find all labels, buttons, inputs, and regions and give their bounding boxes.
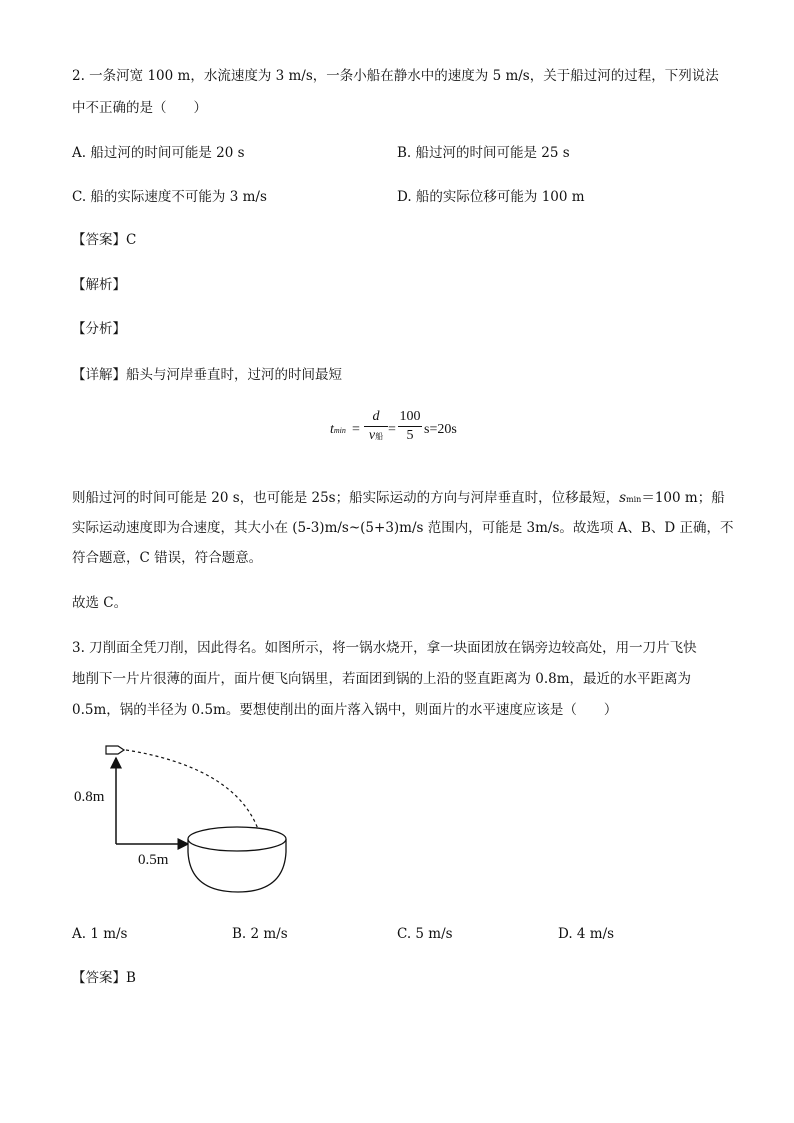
formula-eq2: =: [388, 422, 396, 437]
formula-lhs: tmin: [330, 422, 346, 437]
detail-tag: 【详解】: [72, 367, 126, 383]
answer-value: C: [126, 232, 137, 248]
formula-eq1: =: [352, 422, 360, 437]
explain-line1: 则船过河的时间可能是 20 s，也可能是 25s；船实际运动的方向与河岸垂直时，位移最短，smin＝100 m；船: [72, 490, 725, 506]
q3-answer-line: [72, 968, 136, 988]
answer-tag: 【答案】: [72, 232, 126, 248]
q3-option-c: C. 5 m/s: [397, 926, 453, 942]
q3-option-b: B. 2 m/s: [232, 926, 288, 942]
trajectory-curve: [126, 750, 260, 835]
vertical-distance-label: 0.8m: [74, 789, 105, 805]
q3-option-d: D. 4 m/s: [558, 926, 615, 942]
q3-stem-line1: 3. 刀削面全凭刀削，因此得名。如图所示，将一锅水烧开，拿一块面团放在锅旁边较高处，用一刀片飞快: [72, 640, 697, 656]
pot-figure: [70, 740, 310, 900]
conclusion: 故选 C。: [72, 595, 128, 611]
fenxi-tag: 【分析】: [72, 321, 126, 337]
horizontal-distance-label: 0.5m: [138, 852, 169, 868]
q2-option-b: B. 船过河的时间可能是 25 s: [397, 145, 570, 161]
formula-frac1: d v船: [364, 408, 388, 446]
explain-line2: 实际运动速度即为合速度，其大小在 (5-3)m/s~(5+3)m/s 范围内，可能是 3m/s。故选项 A、B、D 正确，不: [72, 520, 734, 536]
pot-rim: [188, 827, 286, 851]
analysis-tag: 【解析】: [72, 277, 126, 293]
formula-frac2: 100 5: [399, 409, 421, 443]
q2-option-c: C. 船的实际速度不可能为 3 m/s: [72, 189, 267, 205]
q3-stem-line2: 地削下一片片很薄的面片，面片便飞向锅里，若面团到锅的上沿的竖直距离为 0.8m，最近的水平距离为: [72, 671, 692, 687]
explain-line3: 符合题意，C 错误，符合题意。: [72, 550, 263, 566]
q2-answer-line: [72, 230, 136, 250]
dough-blade: [106, 746, 124, 754]
q2-option-d: D. 船的实际位移可能为 100 m: [397, 189, 585, 205]
q3-answer-value: B: [126, 970, 136, 986]
formula-tail: s=20s: [424, 422, 457, 437]
q3-stem-line3: 0.5m，锅的半径为 0.5m。要想使削出的面片落入锅中，则面片的水平速度应该是（ ）: [72, 702, 618, 718]
q3-answer-tag: 【答案】: [72, 970, 126, 986]
detail-text: 船头与河岸垂直时，过河的时间最短: [126, 367, 342, 383]
q2-stem-line2: 中不正确的是（ ）: [72, 100, 207, 116]
q2-stem-line1: 2. 一条河宽 100 m，水流速度为 3 m/s，一条小船在静水中的速度为 5 m/s，关于船过河的过程，下列说法: [72, 68, 719, 84]
q3-option-a: A. 1 m/s: [72, 926, 128, 942]
detail-line: [72, 365, 342, 385]
q2-option-a: A. 船过河的时间可能是 20 s: [72, 145, 245, 161]
